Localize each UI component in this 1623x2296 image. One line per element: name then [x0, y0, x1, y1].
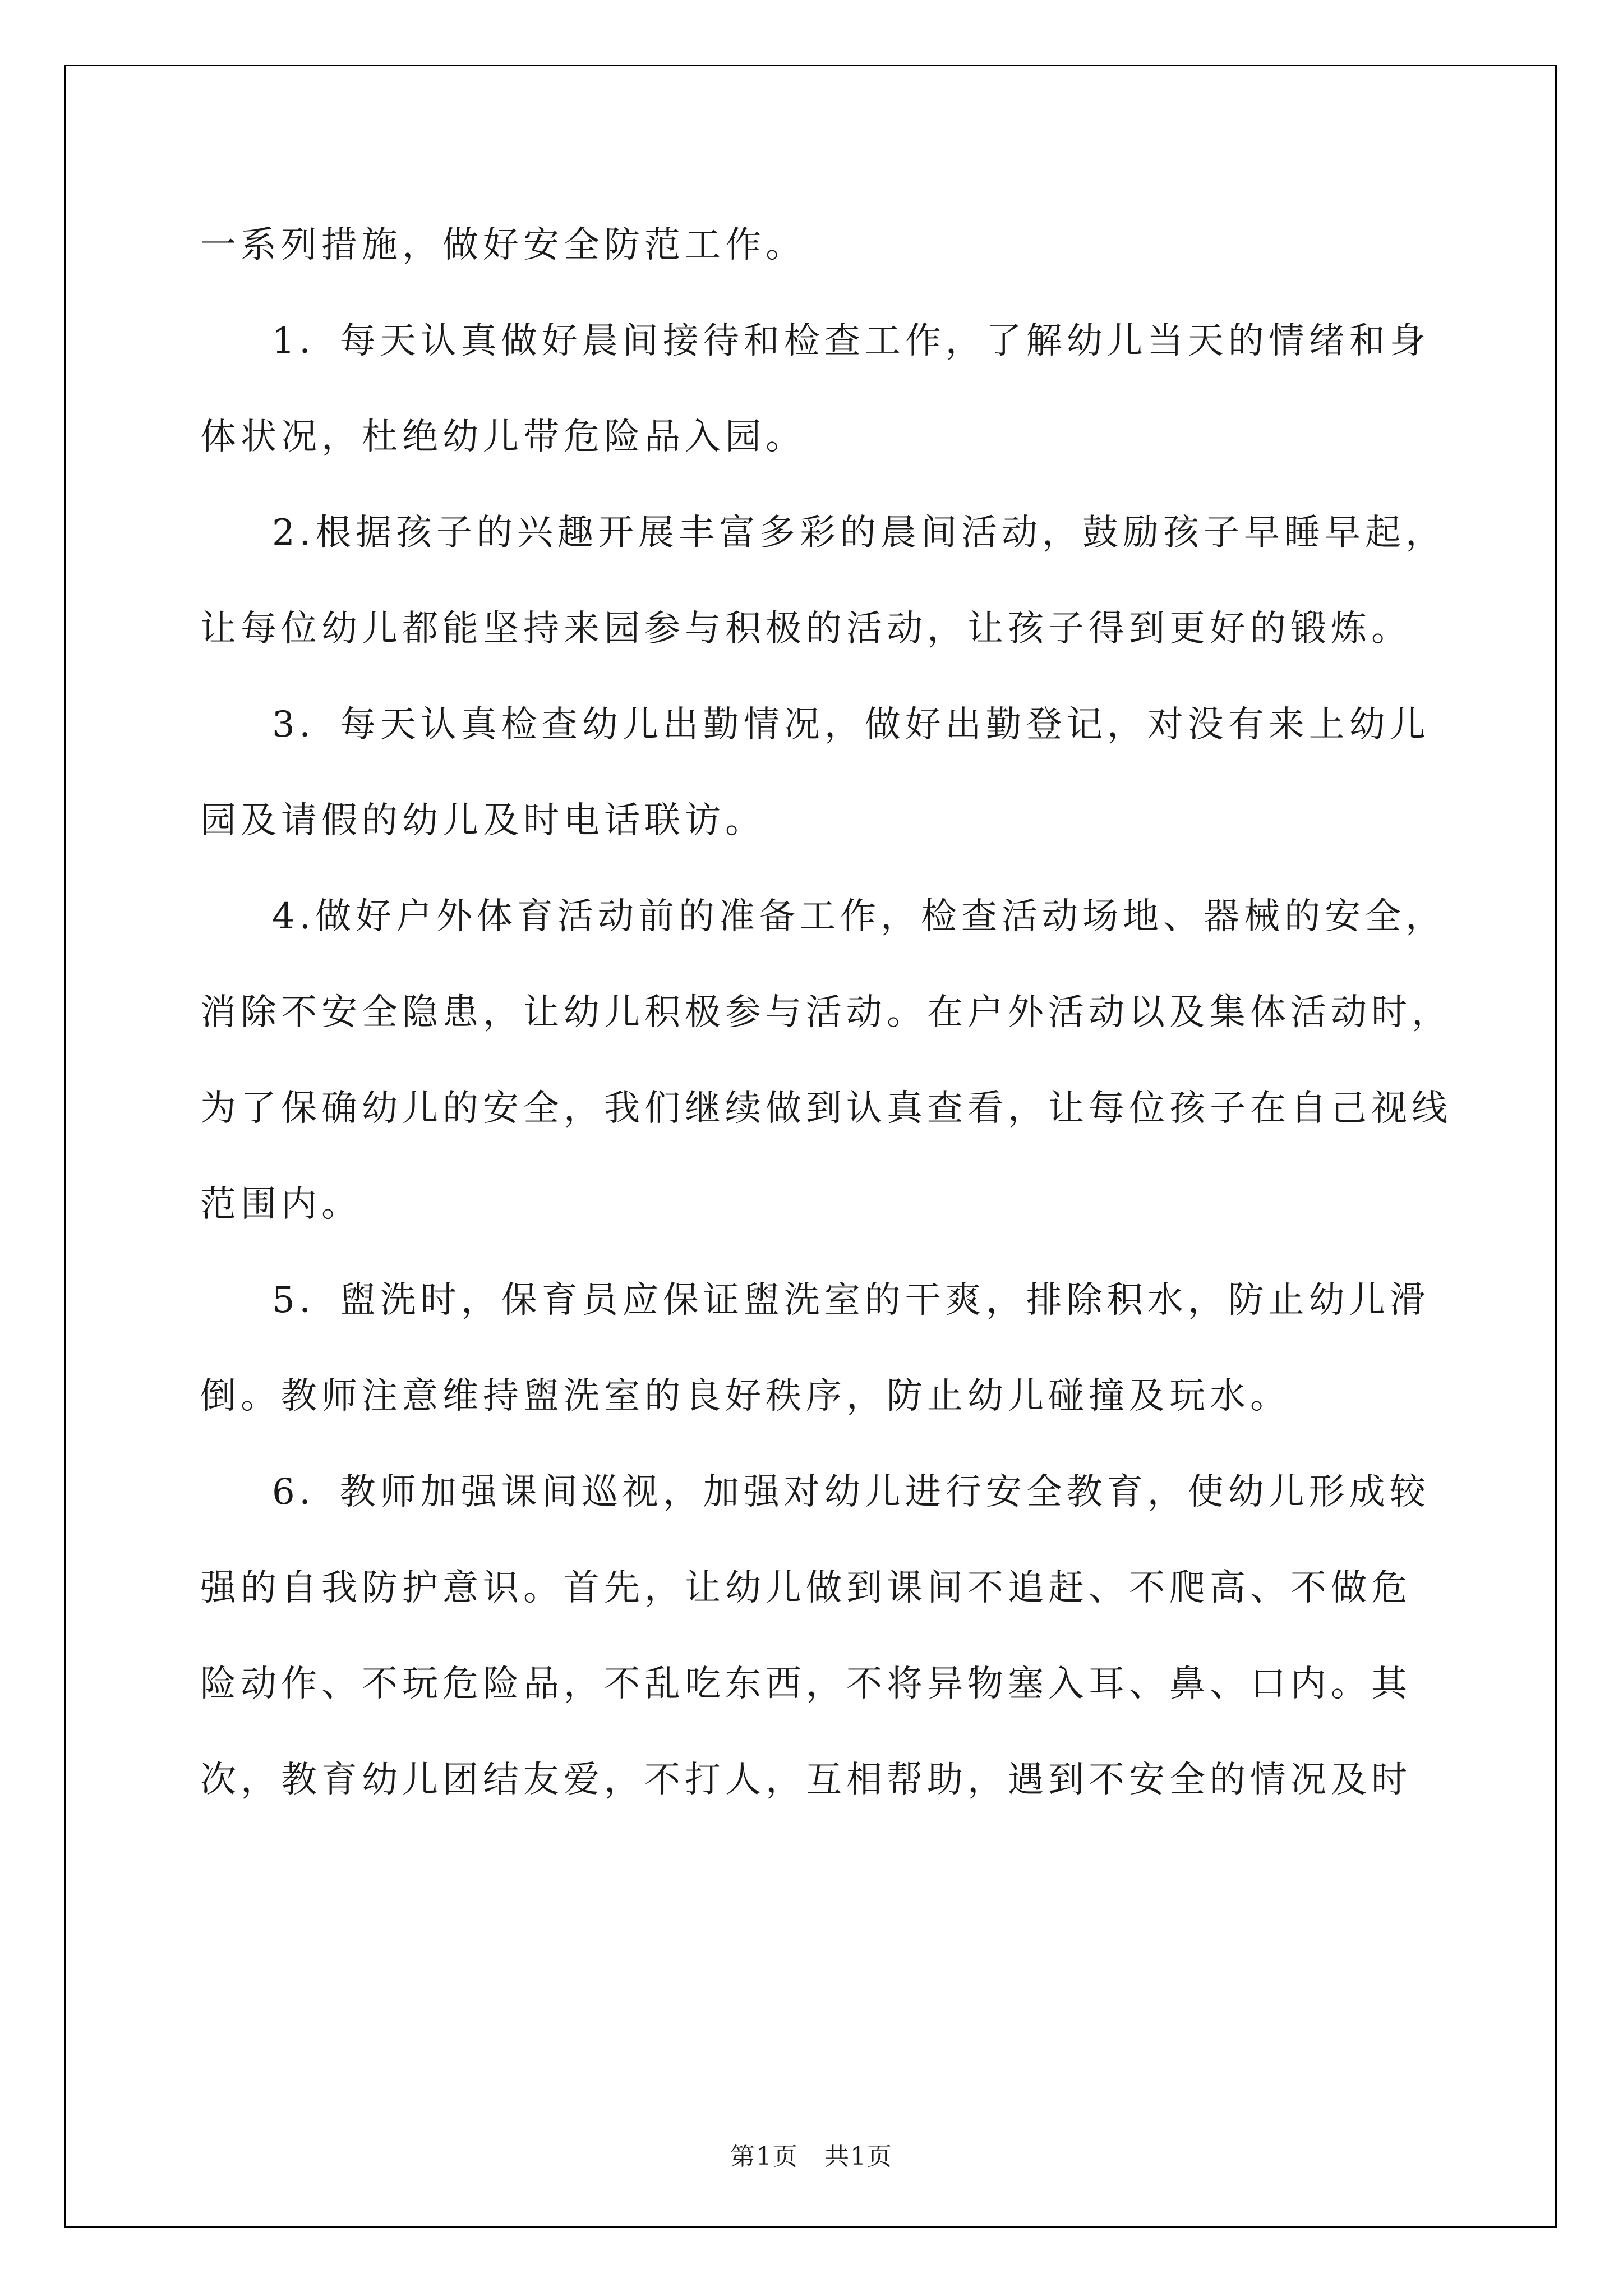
text-line: 园及请假的幼儿及时电话联访。: [200, 800, 766, 841]
document-body: [200, 197, 1456, 1828]
text-line: 范围内。: [200, 1184, 362, 1225]
text-line: 让每位幼儿都能坚持来园参与积极的活动，让孩子得到更好的锻炼。: [200, 608, 1412, 650]
text-line: 消除不安全隐患，让幼儿积极参与活动。在户外活动以及集体活动时，: [200, 992, 1452, 1033]
text-line: 强的自我防护意识。首先，让幼儿做到课间不追赶、不爬高、不做危: [200, 1567, 1412, 1609]
text-line: 险动作、不玩危险品，不乱吃东西，不将异物塞入耳、鼻、口内。其: [200, 1663, 1412, 1705]
page-number-footer: 第1页 共1页: [730, 2142, 893, 2171]
text-line: 体状况，杜绝幼儿带危险品入园。: [200, 416, 806, 458]
text-line: 倒。教师注意维持盥洗室的良好秩序，防止幼儿碰撞及玩水。: [200, 1375, 1290, 1417]
text-line: 3．每天认真检查幼儿出勤情况，做好出勤登记，对没有来上幼儿: [272, 704, 1430, 746]
text-line: 6．教师加强课间巡视，加强对幼儿进行安全教育，使幼儿形成较: [272, 1471, 1430, 1513]
text-line: 1．每天认真做好晨间接待和检查工作，了解幼儿当天的情绪和身: [272, 320, 1430, 362]
text-line: 次，教育幼儿团结友爱，不打人，互相帮助，遇到不安全的情况及时: [200, 1759, 1412, 1801]
text-line: 一系列措施，做好安全防范工作。: [200, 224, 806, 266]
text-line: 2.根据孩子的兴趣开展丰富多彩的晨间活动，鼓励孩子早睡早起，: [272, 512, 1446, 554]
text-line: 5．盥洗时，保育员应保证盥洗室的干爽，排除积水，防止幼儿滑: [272, 1280, 1430, 1321]
text-line: 4.做好户外体育活动前的准备工作，检查活动场地、器械的安全，: [272, 896, 1446, 937]
text-line: 为了保确幼儿的安全，我们继续做到认真查看，让每位孩子在自己视线: [200, 1088, 1452, 1129]
